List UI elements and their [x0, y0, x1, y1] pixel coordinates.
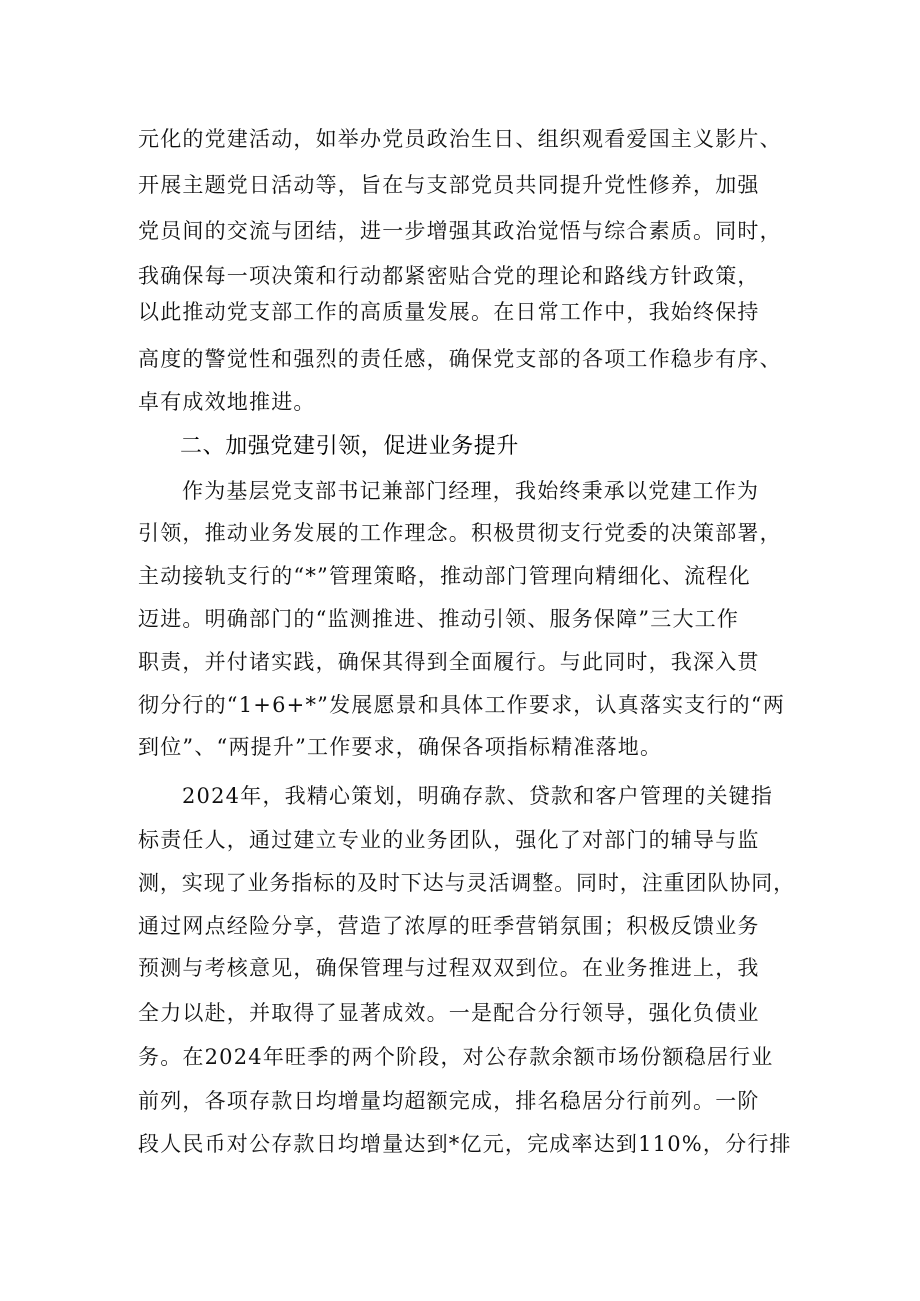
- paragraph-3-line-3: 测，实现了业务指标的及时下达与灵活调整。同时，注重团队协同，: [138, 871, 795, 895]
- paragraph-3-line-8: 前列，各项存款日均增量均超额完成，排名稳居分行前列。一阶: [138, 1089, 760, 1113]
- paragraph-1-line-5: 以此推动党支部工作的高质量发展。在日常工作中，我始终保持: [138, 300, 760, 324]
- paragraph-3-line-9: 段人民币对公存款日均增量达到*亿元，完成率达到110%，分行排: [138, 1132, 792, 1156]
- paragraph-1-line-2: 开展主题党日活动等，旨在与支部党员共同提升党性修养，加强: [138, 173, 760, 197]
- paragraph-1-line-3: 党员间的交流与团结，进一步增强其政治觉悟与综合素质。同时，: [138, 219, 782, 243]
- paragraph-3-line-6: 全力以赴，并取得了显著成效。一是配合分行领导，强化负债业: [138, 1001, 760, 1025]
- paragraph-3-line-5: 预测与考核意见，确保管理与过程双双到位。在业务推进上，我: [138, 956, 760, 980]
- paragraph-3-line-7: 务。在2024年旺季的两个阶段，对公存款余额市场份额稳居行业: [138, 1045, 774, 1069]
- paragraph-2-line-5: 职责，并付诸实践，确保其得到全面履行。与此同时，我深入贯: [138, 650, 760, 674]
- paragraph-2-line-6: 彻分行的“1+6+*”发展愿景和具体工作要求，认真落实支行的“两: [138, 693, 786, 717]
- paragraph-2-line-1: 作为基层党支部书记兼部门经理，我始终秉承以党建工作为: [182, 479, 760, 503]
- paragraph-3-line-2: 标责任人，通过建立专业的业务团队，强化了对部门的辅导与监: [138, 828, 760, 852]
- paragraph-2-line-4: 迈进。明确部门的“监测推进、推动引领、服务保障”三大工作: [138, 607, 740, 631]
- paragraph-1-line-4: 我确保每一项决策和行动都紧密贴合党的理论和路线方针政策，: [138, 264, 760, 288]
- paragraph-3-line-4: 通过网点经险分享，营造了浓厚的旺季营销氛围；积极反馈业务: [138, 914, 760, 938]
- paragraph-1-line-1: 元化的党建活动，如举办党员政治生日、组织观看爱国主义影片、: [138, 127, 782, 151]
- paragraph-2-line-7: 到位”、“两提升”工作要求，确保各项指标精准落地。: [138, 735, 663, 759]
- section-heading: 二、加强党建引领，促进业务提升: [180, 434, 520, 459]
- paragraph-2-line-3: 主动接轨支行的“*”管理策略，推动部门管理向精细化、流程化: [138, 564, 751, 588]
- paragraph-1-line-6: 高度的警觉性和强烈的责任感，确保党支部的各项工作稳步有序、: [138, 347, 782, 371]
- paragraph-3-line-1: 2024年，我精心策划，明确存款、贷款和客户管理的关键指: [182, 784, 774, 808]
- paragraph-1-line-7: 卓有成效地推进。: [138, 390, 316, 414]
- paragraph-2-line-2: 引领，推动业务发展的工作理念。积极贯彻支行党委的决策部署，: [138, 521, 782, 545]
